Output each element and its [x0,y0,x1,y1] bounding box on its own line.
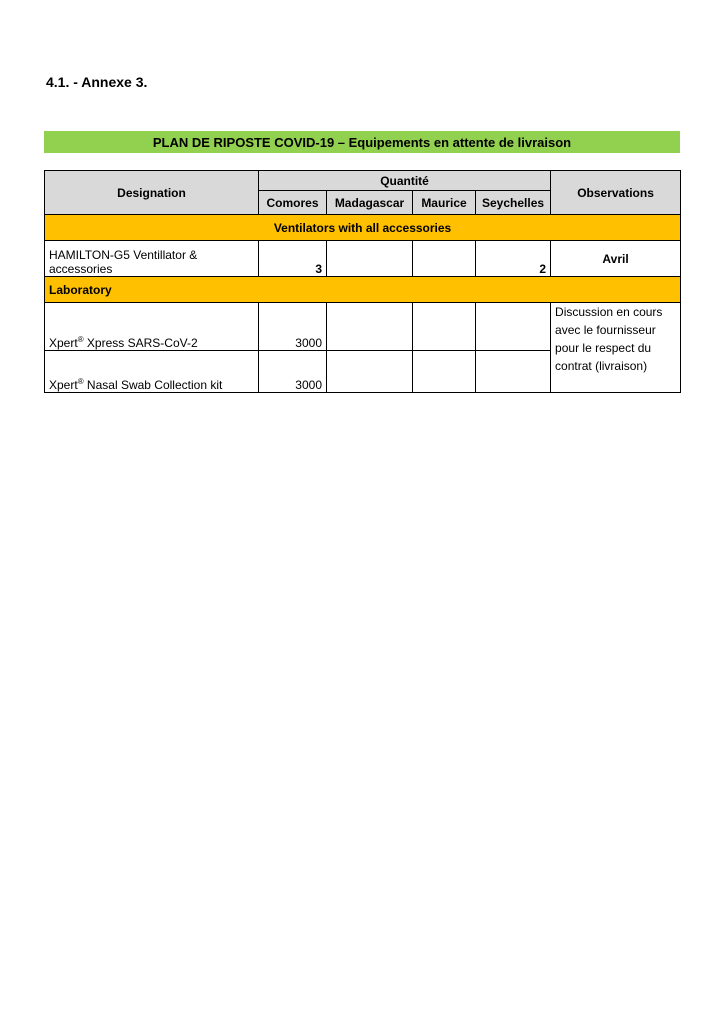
registered-mark: ® [77,335,84,344]
header-designation: Designation [45,171,259,215]
qty-comores: 3000 [259,303,327,351]
qty-maurice [413,351,476,393]
qty-comores: 3000 [259,351,327,393]
designation-prefix: Xpert [49,336,78,350]
designation-prefix: Xpert [49,378,78,392]
header-quantite: Quantité [259,171,551,191]
header-observations: Observations [551,171,681,215]
qty-maurice [413,241,476,277]
designation-cell: HAMILTON-G5 Ventillator & accessories [45,241,259,277]
table-title-banner [44,131,680,153]
registered-mark: ® [77,377,84,386]
qty-seychelles: 2 [476,241,551,277]
category-label: Laboratory [45,277,681,303]
category-row-laboratory [45,277,681,303]
qty-seychelles [476,303,551,351]
table-row [45,241,681,277]
designation-cell [45,303,259,351]
header-country-maurice: Maurice [413,191,476,215]
designation-suffix: Nasal Swab Collection kit [83,378,223,392]
qty-comores: 3 [259,241,327,277]
header-country-madagascar: Madagascar [327,191,413,215]
qty-maurice [413,303,476,351]
category-label: Ventilators with all accessories [45,215,681,241]
table-row [45,303,681,351]
table-title: PLAN DE RIPOSTE COVID-19 – Equipements en attente de livraison [152,134,572,150]
equipment-table [44,170,681,393]
designation-suffix: Xpress SARS-CoV-2 [83,336,198,350]
qty-seychelles [476,351,551,393]
header-country-comores: Comores [259,191,327,215]
observations-cell: Avril [551,241,681,277]
qty-madagascar [327,351,413,393]
qty-madagascar [327,241,413,277]
observations-cell: Discussion en cours avec le fournisseur pour le respect du contrat (livraison) [551,303,681,393]
header-country-seychelles: Seychelles [476,191,551,215]
designation-cell [45,351,259,393]
section-heading: 4.1. - Annexe 3. [46,74,148,90]
qty-madagascar [327,303,413,351]
category-row-ventilators [45,215,681,241]
